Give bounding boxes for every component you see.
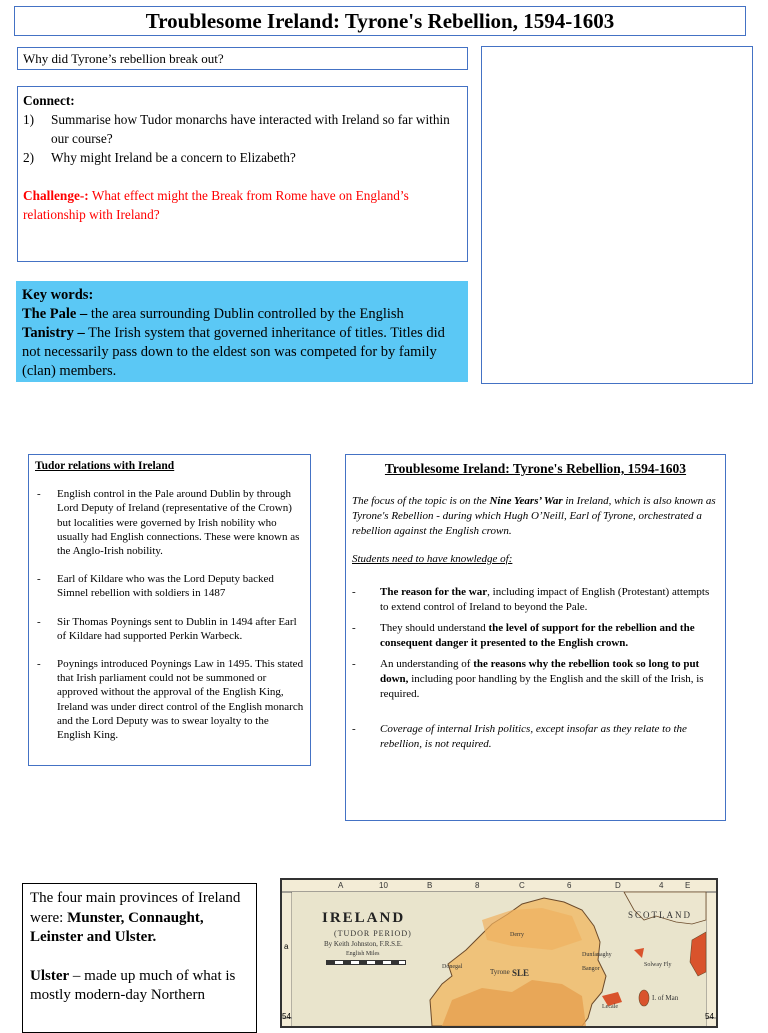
map-title: IRELAND [322, 910, 406, 926]
map-place-label: Lecale [602, 1004, 618, 1010]
keyword-pale [22, 305, 462, 324]
map-place-label: Bangor [582, 966, 600, 972]
tudor-relations-title: Tudor relations with Ireland [35, 460, 175, 472]
map-label-scotland: SCOTLAND [628, 910, 693, 920]
connect-item-number: 2) [23, 150, 35, 165]
keyword-definition: the area surrounding Dublin controlled by the English [87, 306, 404, 322]
keywords-heading: Key words: [22, 287, 94, 303]
tudor-bullet-text: English control in the Pale around Dublin by through Lord Deputy of Ireland (representative of the Crown) but localities were governed by Irish nobility who usually had English connections. These were known as the Anglo-Irish nobility. [57, 488, 300, 558]
map-place-label: Tyrone [490, 968, 510, 976]
spec-bullet-bold: the level of support for the rebellion and the consequent danger it presented to the English crown. [380, 622, 695, 649]
spec-bullet-text: Coverage of internal Irish politics, except insofar as they relate to the rebellion, is not required. [380, 723, 687, 750]
connect-item-text: Why might Ireland be a concern to Elizabeth? [51, 150, 296, 165]
map-place-label: Solway Fly [644, 962, 672, 968]
map-scale-label: English Miles [346, 951, 380, 957]
spec-bullet-text: , including impact of English (Protestant) attempts to extend control of Ireland to beyond the Pale. [380, 586, 710, 613]
ireland-map [280, 878, 718, 1028]
map-place-label: Dunfanaghy [582, 952, 612, 958]
connect-box [17, 86, 468, 262]
tudor-bullet-text: Sir Thomas Poynings sent to Dublin in 1494 after Earl of Kildare had supported Perkin Warbeck. [57, 615, 297, 642]
spec-bullet: - They should understand the level of support for the rebellion and the consequent danger it presented to the English crown. [352, 622, 695, 649]
map-grid-label: 8 [475, 881, 480, 890]
page-title: Troublesome Ireland: Tyrone's Rebellion, 1594-1603 [145, 9, 615, 33]
keyword-term: Tanistry – [22, 325, 85, 341]
challenge-text: What effect might the Break from Rome have on England’s relationship with Ireland? [23, 188, 409, 222]
tudor-bullet: - English control in the Pale around Dublin by through Lord Deputy of Ireland (representative of the Crown) but localities were governed by Irish nobility who usually had English connections. These were known as the Anglo-Irish nobility. [35, 487, 304, 558]
ulster-term: Ulster [30, 967, 70, 984]
spec-bullet-bold: the reasons why the rebellion took so long to put down, [380, 658, 700, 685]
map-top-labels [282, 880, 716, 892]
tudor-bullet: - Sir Thomas Poynings sent to Dublin in 1494 after Earl of Kildare had supported Perkin Warbeck. [35, 615, 304, 643]
specification-box [345, 454, 726, 821]
connect-item-text: Summarise how Tudor monarchs have interacted with Ireland so far within our course? [51, 112, 450, 146]
provinces-intro [30, 889, 249, 948]
map-grid-label: E [685, 881, 691, 890]
map-author: By Keith Johnston, F.R.S.E. [324, 940, 403, 948]
connect-item [23, 110, 462, 148]
spec-bullet-text: including poor handling by the English and the skill of the Irish, is required. [380, 673, 704, 700]
provinces-names: Munster, Connaught, Leinster and Ulster. [30, 909, 204, 945]
map-scale-bar [326, 960, 406, 965]
keyword-definition: The Irish system that governed inheritance of titles. Titles did not necessarily pass down to the eldest son was competed for by family (clan) members. [22, 325, 445, 379]
connect-heading: Connect: [23, 93, 75, 108]
map-grid-label: 4 [659, 881, 664, 890]
connect-item-number: 1) [23, 112, 35, 127]
ulster-description [30, 967, 249, 1006]
spec-bullet-bold: The reason for the war [380, 586, 488, 598]
map-grid-label: B [427, 881, 433, 890]
specification-focus [352, 494, 719, 539]
spec-bullet: - Coverage of internal Irish politics, except insofar as they relate to the rebellion, is not required. [352, 722, 719, 752]
provinces-intro-text: The four main provinces of Ireland were: [30, 890, 241, 926]
answer-box [481, 46, 753, 384]
connect-item [23, 148, 462, 167]
provinces-box [22, 883, 257, 1033]
tudor-bullet-text: Earl of Kildare who was the Lord Deputy backed Simnel rebellion with soldiers in 1487 [57, 573, 274, 600]
spec-bullet-text: They should understand [380, 622, 489, 634]
tudor-bullet: - Earl of Kildare who was the Lord Deputy backed Simnel rebellion with soldiers in 1487 [35, 572, 304, 600]
map-grid-label: C [519, 881, 525, 890]
focus-bold: Nine Years’ War [489, 495, 563, 507]
focus-text: in Ireland, which is also known as Tyrone's Rebellion - during which Hugh O’Neill, Earl of Tyrone, orchestrated a rebellion against the English crown. [352, 495, 716, 537]
map-grid-label: D [615, 881, 621, 890]
ulster-definition: – made up much of what is mostly modern-day Northern [30, 967, 236, 1003]
map-subtitle: (TUDOR PERIOD) [334, 929, 412, 938]
focus-text: The focus of the topic is on the [352, 495, 490, 507]
challenge-label: Challenge-: [23, 188, 89, 203]
map-place-label: Derry [510, 932, 524, 938]
map-label-sle: SLE [512, 968, 530, 978]
map-side-label: a [284, 942, 289, 951]
map-grid-label: A [338, 881, 344, 890]
tudor-bullet: - Poynings introduced Poynings Law in 1495. This stated that Irish parliament could not be summoned or approved without the approval of the English King, Ireland was under direct control of the English monarch and the Lord Deputy was to swear loyalty to the English King. [37, 658, 304, 742]
map-side-label: 54 [282, 1012, 291, 1021]
map-grid-label: 10 [379, 881, 388, 890]
knowledge-heading: Students need to have knowledge of: [352, 553, 513, 565]
challenge [23, 186, 462, 224]
specification-title: Troublesome Ireland: Tyrone's Rebellion, 1594-1603 [384, 461, 687, 476]
keywords-box [16, 281, 468, 382]
tudor-bullet-text: Poynings introduced Poynings Law in 1495. This stated that Irish parliament could not be summoned or approved without the approval of the English King, Ireland was under direct control of the English monarch and the Lord Deputy was to swear loyalty to the English King. [57, 658, 304, 742]
map-side-label: 54 [705, 1012, 714, 1021]
keyword-term: The Pale – [22, 306, 88, 322]
tudor-relations-box [28, 454, 311, 766]
title-box [14, 6, 746, 36]
map-label-isle-of-man: I. of Man [652, 994, 679, 1002]
spec-bullet: - The reason for the war, including impact of English (Protestant) attempts to extend control of Ireland to beyond the Pale. [352, 586, 710, 613]
keyword-tanistry [22, 324, 462, 381]
spec-bullet: - An understanding of the reasons why the rebellion took so long to put down, including poor handling by the English and the skill of the Irish, is required. [352, 658, 704, 700]
map-grid-label: 6 [567, 881, 572, 890]
map-place-label: Donegal [442, 964, 463, 970]
question-box [17, 47, 468, 70]
spec-bullet-text: An understanding of [380, 658, 474, 670]
question-text: Why did Tyrone’s rebellion break out? [23, 51, 224, 66]
